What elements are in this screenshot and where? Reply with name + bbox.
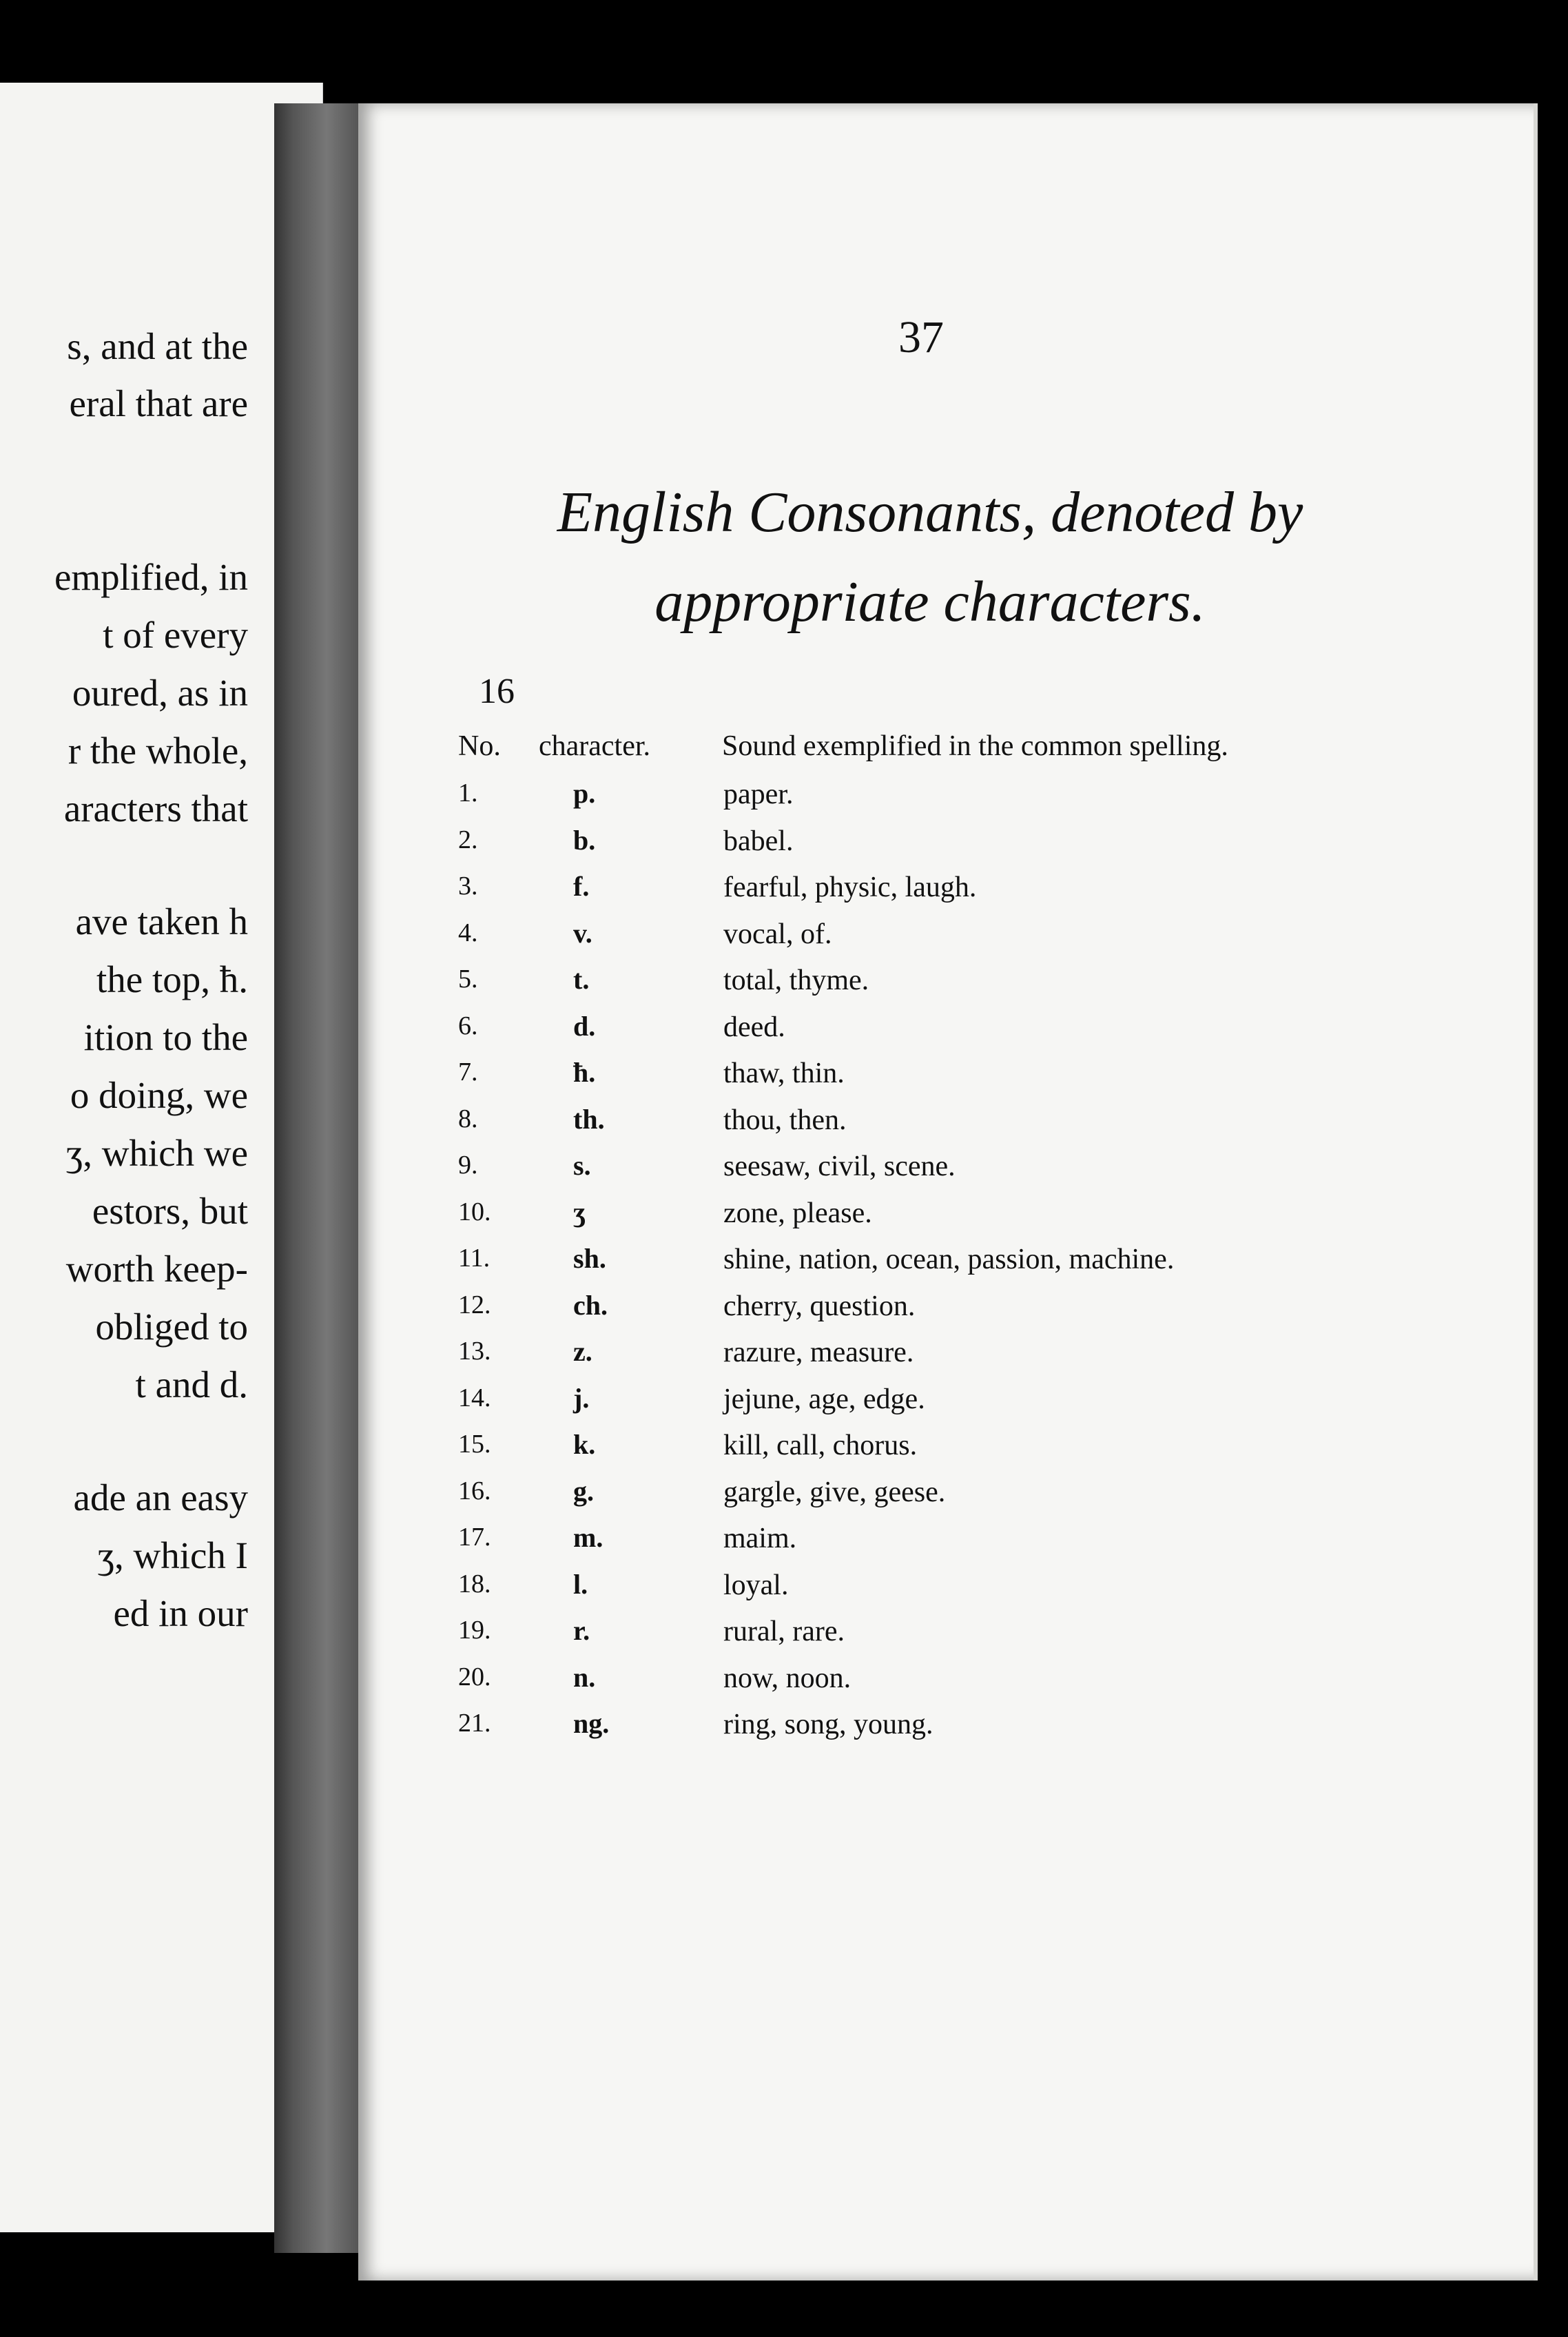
row-sound-example: cherry, question.	[723, 1290, 916, 1322]
row-character: r.	[573, 1615, 590, 1646]
left-page-text-line: r the whole,	[68, 730, 248, 772]
row-character: k.	[573, 1429, 596, 1460]
table-row	[358, 873, 1538, 914]
table-row	[358, 1292, 1538, 1333]
row-number: 10.	[458, 1197, 491, 1226]
row-sound-example: ring, song, young.	[723, 1709, 933, 1740]
header-sound: Sound exemplified in the common spelling.	[722, 730, 1228, 762]
row-sound-example: shine, nation, ocean, passion, machine.	[723, 1244, 1175, 1275]
row-sound-example: vocal, of.	[723, 918, 832, 950]
left-page-text-line: emplified, in	[54, 556, 248, 598]
table-row	[358, 1571, 1538, 1612]
left-page-text-line: ition to the	[83, 1016, 248, 1058]
table-row	[358, 780, 1538, 821]
row-number: 2.	[458, 825, 478, 854]
table-row	[358, 1199, 1538, 1240]
row-character: f.	[573, 871, 590, 902]
table-row	[358, 920, 1538, 961]
row-number: 5.	[458, 965, 478, 994]
page-number: 37	[898, 312, 944, 362]
row-character: j.	[573, 1383, 590, 1414]
left-page-text-line: worth keep-	[65, 1248, 248, 1290]
left-page-text-line: estors, but	[92, 1190, 248, 1232]
row-character: d.	[573, 1011, 596, 1042]
row-number: 20.	[458, 1662, 491, 1691]
row-character: t.	[573, 964, 590, 995]
row-character: z.	[573, 1336, 592, 1367]
row-character: g.	[573, 1476, 594, 1507]
table-row	[358, 1245, 1538, 1286]
row-number: 6.	[458, 1011, 478, 1040]
row-sound-example: loyal.	[723, 1569, 789, 1601]
row-number: 7.	[458, 1058, 478, 1087]
row-character: ħ.	[573, 1057, 596, 1088]
row-number: 13.	[458, 1337, 491, 1366]
left-page-text-line: t and d.	[135, 1363, 248, 1406]
row-number: 4.	[458, 918, 478, 947]
table-row	[358, 966, 1538, 1007]
row-sound-example: seesaw, civil, scene.	[723, 1151, 956, 1182]
row-sound-example: gargle, give, geese.	[723, 1476, 946, 1508]
row-sound-example: maim.	[723, 1523, 797, 1554]
table-row	[358, 1059, 1538, 1100]
row-number: 21.	[458, 1709, 491, 1738]
row-sound-example: zone, please.	[723, 1197, 872, 1229]
row-character: p.	[573, 778, 596, 809]
table-row	[358, 1710, 1538, 1751]
left-page-text-line: eral that are	[69, 382, 248, 424]
row-character: s.	[573, 1150, 591, 1181]
table-row	[358, 1431, 1538, 1472]
left-page-text-line: o doing, we	[70, 1074, 248, 1116]
row-number: 11.	[458, 1244, 491, 1273]
left-page-text-line: oured, as in	[72, 672, 248, 714]
left-page-text-line: ʒ, which we	[65, 1132, 248, 1174]
row-character: th.	[573, 1104, 605, 1135]
row-number: 3.	[458, 872, 478, 900]
row-sound-example: now, noon.	[723, 1662, 852, 1694]
table-row	[358, 1478, 1538, 1519]
header-character: character.	[539, 730, 651, 762]
row-character: b.	[573, 825, 596, 856]
row-character: n.	[573, 1662, 596, 1693]
row-sound-example: total, thyme.	[723, 965, 869, 996]
row-sound-example: rural, rare.	[723, 1616, 845, 1647]
table-row	[358, 1106, 1538, 1147]
row-number: 1.	[458, 779, 478, 807]
row-number: 12.	[458, 1290, 491, 1319]
row-character: l.	[573, 1569, 588, 1600]
row-sound-example: kill, call, chorus.	[723, 1430, 918, 1461]
row-character: ng.	[573, 1708, 610, 1739]
table-row	[358, 827, 1538, 868]
right-page	[358, 103, 1538, 2281]
row-number: 16.	[458, 1476, 491, 1505]
table-row	[358, 1617, 1538, 1658]
left-page-text-line: s, and at the	[67, 325, 248, 367]
row-number: 17.	[458, 1523, 491, 1552]
row-sound-example: thou, then.	[723, 1104, 847, 1136]
table-header-row	[358, 732, 1538, 773]
table-row	[358, 1385, 1538, 1426]
left-page-text-line: ade an easy	[73, 1476, 248, 1518]
table-row	[358, 1524, 1538, 1565]
row-character: ch.	[573, 1290, 608, 1321]
row-sound-example: deed.	[723, 1011, 785, 1043]
row-number: 18.	[458, 1569, 491, 1598]
row-sound-example: razure, measure.	[723, 1337, 914, 1368]
page-title-line-2: appropriate characters.	[654, 570, 1206, 634]
book-gutter-shadow	[274, 103, 369, 2253]
row-sound-example: thaw, thin.	[723, 1058, 845, 1089]
left-page-text-line: aracters that	[63, 787, 248, 830]
row-character: sh.	[573, 1243, 606, 1274]
left-page-text-line: t of every	[103, 614, 248, 656]
table-row	[358, 1664, 1538, 1705]
table-row	[358, 1152, 1538, 1193]
left-page-text-line: ʒ, which I	[97, 1534, 248, 1576]
row-number: 8.	[458, 1104, 478, 1133]
left-page-text-line: the top, ħ.	[96, 958, 248, 1000]
row-number: 19.	[458, 1616, 491, 1645]
row-sound-example: fearful, physic, laugh.	[723, 872, 977, 903]
left-page-text-line: ave taken h	[75, 900, 248, 943]
row-number: 9.	[458, 1151, 478, 1180]
header-no: No.	[458, 730, 501, 762]
row-number: 15.	[458, 1430, 491, 1459]
row-sound-example: paper.	[723, 779, 794, 810]
page-title-line-1: English Consonants, denoted by	[557, 480, 1303, 544]
left-page-text-line: ed in our	[113, 1592, 248, 1634]
row-character: m.	[573, 1522, 604, 1553]
consonant-count: 16	[479, 672, 515, 711]
row-sound-example: babel.	[723, 825, 794, 857]
row-number: 14.	[458, 1383, 491, 1412]
left-page-text-line: obliged to	[95, 1306, 248, 1348]
row-character: ʒ	[573, 1197, 586, 1228]
row-sound-example: jejune, age, edge.	[723, 1383, 925, 1415]
row-character: v.	[573, 918, 592, 949]
table-row	[358, 1013, 1538, 1054]
table-row	[358, 1338, 1538, 1379]
